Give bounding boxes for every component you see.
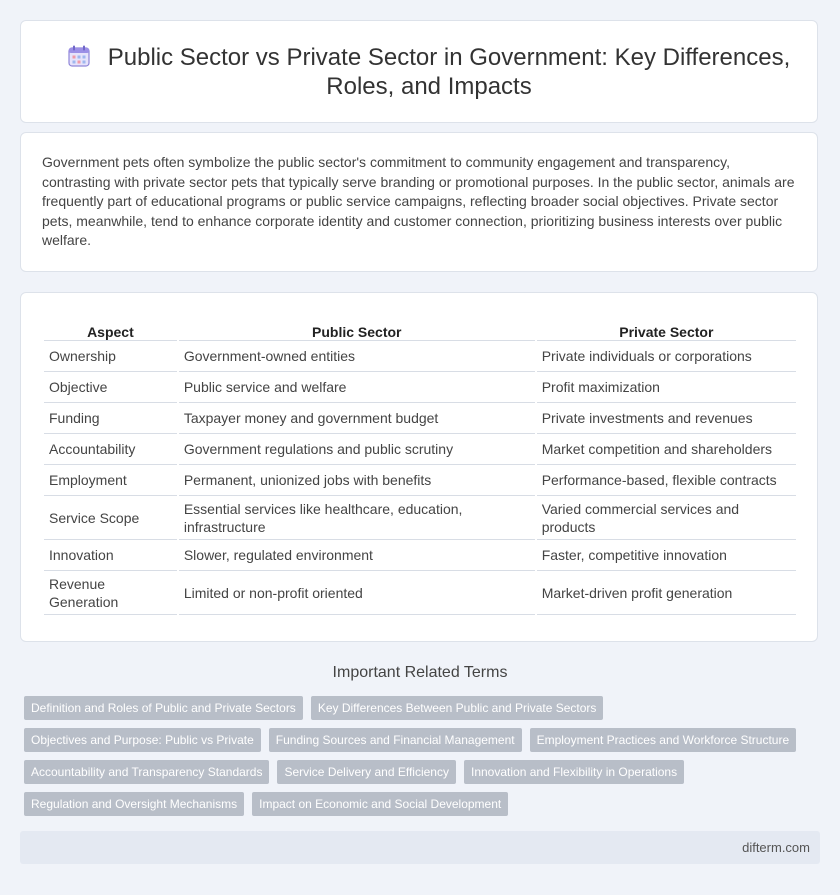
related-term-tag[interactable]: Employment Practices and Workforce Structure: [530, 728, 797, 752]
header-aspect: Aspect: [44, 314, 177, 341]
related-term-tag[interactable]: Accountability and Transparency Standards: [24, 760, 269, 784]
related-term-tag[interactable]: Service Delivery and Efficiency: [277, 760, 456, 784]
table-row: [44, 465, 796, 496]
comparison-table: [42, 314, 798, 615]
header-private-sector: Private Sector: [537, 314, 796, 341]
page-title: [61, 43, 797, 101]
intro-card: [20, 132, 818, 272]
table-row: [44, 571, 796, 615]
public-cell: Limited or non-profit oriented: [179, 571, 535, 615]
comparison-table-card: [20, 292, 818, 642]
intro-paragraph: Government pets often symbolize the public sector's commitment to community engagement and transparency, contrasting with private sector pets that typically serve branding or promotional purposes. In the public sector, animals are frequently part of educational programs or public service campaigns, reflecting broader social objectives. Private sector pets, meanwhile, tend to enhance corporate identity and customer connection, prioritizing business interests over public welfare.: [42, 154, 795, 248]
footer-site-link[interactable]: difterm.com: [742, 840, 810, 855]
private-cell: Market competition and shareholders: [537, 434, 796, 465]
private-cell: Private individuals or corporations: [537, 341, 796, 372]
public-cell: Essential services like healthcare, education, infrastructure: [179, 496, 535, 540]
header-public-sector: Public Sector: [179, 314, 535, 341]
aspect-cell: Objective: [44, 372, 177, 403]
private-cell: Faster, competitive innovation: [537, 540, 796, 571]
private-cell: Varied commercial services and products: [537, 496, 796, 540]
table-row: [44, 496, 796, 540]
public-cell: Slower, regulated environment: [179, 540, 535, 571]
table-header-row: [44, 314, 796, 341]
footer: [20, 831, 820, 864]
related-term-tag[interactable]: Innovation and Flexibility in Operations: [464, 760, 684, 784]
aspect-cell: Revenue Generation: [44, 571, 177, 615]
private-cell: Private investments and revenues: [537, 403, 796, 434]
table-row: [44, 540, 796, 571]
public-cell: Government regulations and public scrutiny: [179, 434, 535, 465]
public-cell: Permanent, unionized jobs with benefits: [179, 465, 535, 496]
public-cell: Public service and welfare: [179, 372, 535, 403]
public-cell: Government-owned entities: [179, 341, 535, 372]
table-row: [44, 434, 796, 465]
related-term-tag[interactable]: Objectives and Purpose: Public vs Private: [24, 728, 261, 752]
aspect-cell: Accountability: [44, 434, 177, 465]
aspect-cell: Ownership: [44, 341, 177, 372]
related-term-tag[interactable]: Funding Sources and Financial Management: [269, 728, 522, 752]
related-term-tag[interactable]: Regulation and Oversight Mechanisms: [24, 792, 244, 816]
aspect-cell: Service Scope: [44, 496, 177, 540]
private-cell: Performance-based, flexible contracts: [537, 465, 796, 496]
table-row: [44, 403, 796, 434]
private-cell: Profit maximization: [537, 372, 796, 403]
related-term-tag[interactable]: Definition and Roles of Public and Private Sectors: [24, 696, 303, 720]
related-term-tag[interactable]: Impact on Economic and Social Development: [252, 792, 508, 816]
related-terms-list: [24, 696, 814, 824]
related-terms-title: Important Related Terms: [332, 664, 508, 681]
aspect-cell: Employment: [44, 465, 177, 496]
aspect-cell: Innovation: [44, 540, 177, 571]
calendar-grid-icon: [68, 45, 90, 67]
table-row: [44, 341, 796, 372]
aspect-cell: Funding: [44, 403, 177, 434]
private-cell: Market-driven profit generation: [537, 571, 796, 615]
public-cell: Taxpayer money and government budget: [179, 403, 535, 434]
header-card: [20, 20, 818, 123]
table-row: [44, 372, 796, 403]
related-term-tag[interactable]: Key Differences Between Public and Private Sectors: [311, 696, 604, 720]
page-title-text: Public Sector vs Private Sector in Government: Key Differences, Roles, and Impacts: [107, 44, 791, 100]
